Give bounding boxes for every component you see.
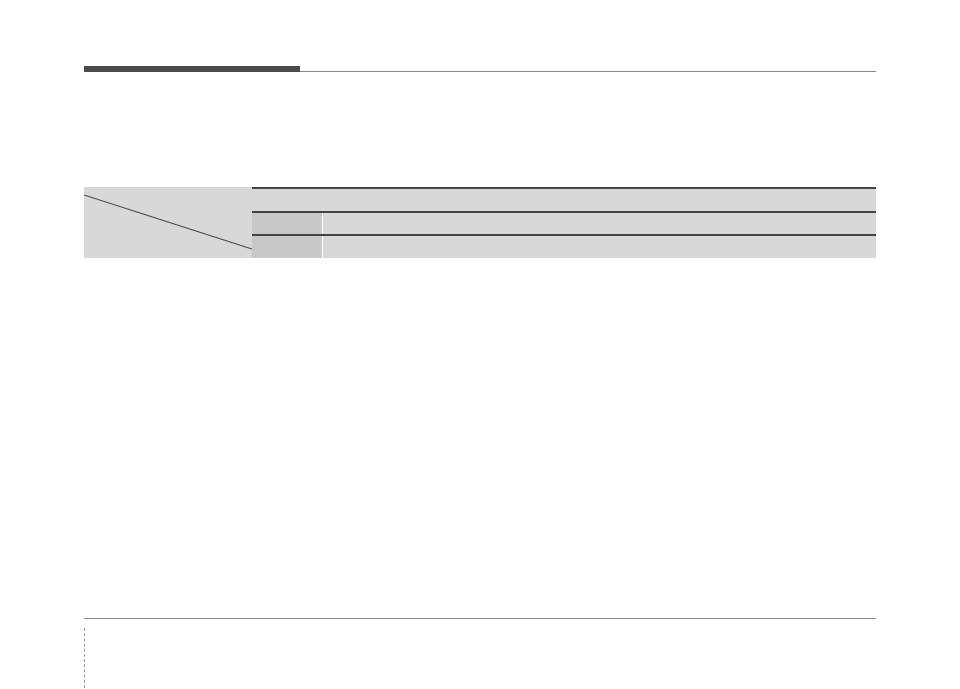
months-header-row — [252, 234, 876, 258]
km-header-row — [252, 211, 876, 234]
interval-header — [252, 187, 876, 211]
corner-diagonal — [84, 187, 252, 258]
km-header-label — [252, 213, 323, 234]
table-corner-header — [84, 187, 252, 258]
header-rule — [300, 71, 876, 72]
months-header-label — [252, 236, 323, 258]
header-bar — [84, 66, 300, 72]
footer-rule — [84, 618, 876, 619]
footer-dash — [84, 628, 86, 688]
